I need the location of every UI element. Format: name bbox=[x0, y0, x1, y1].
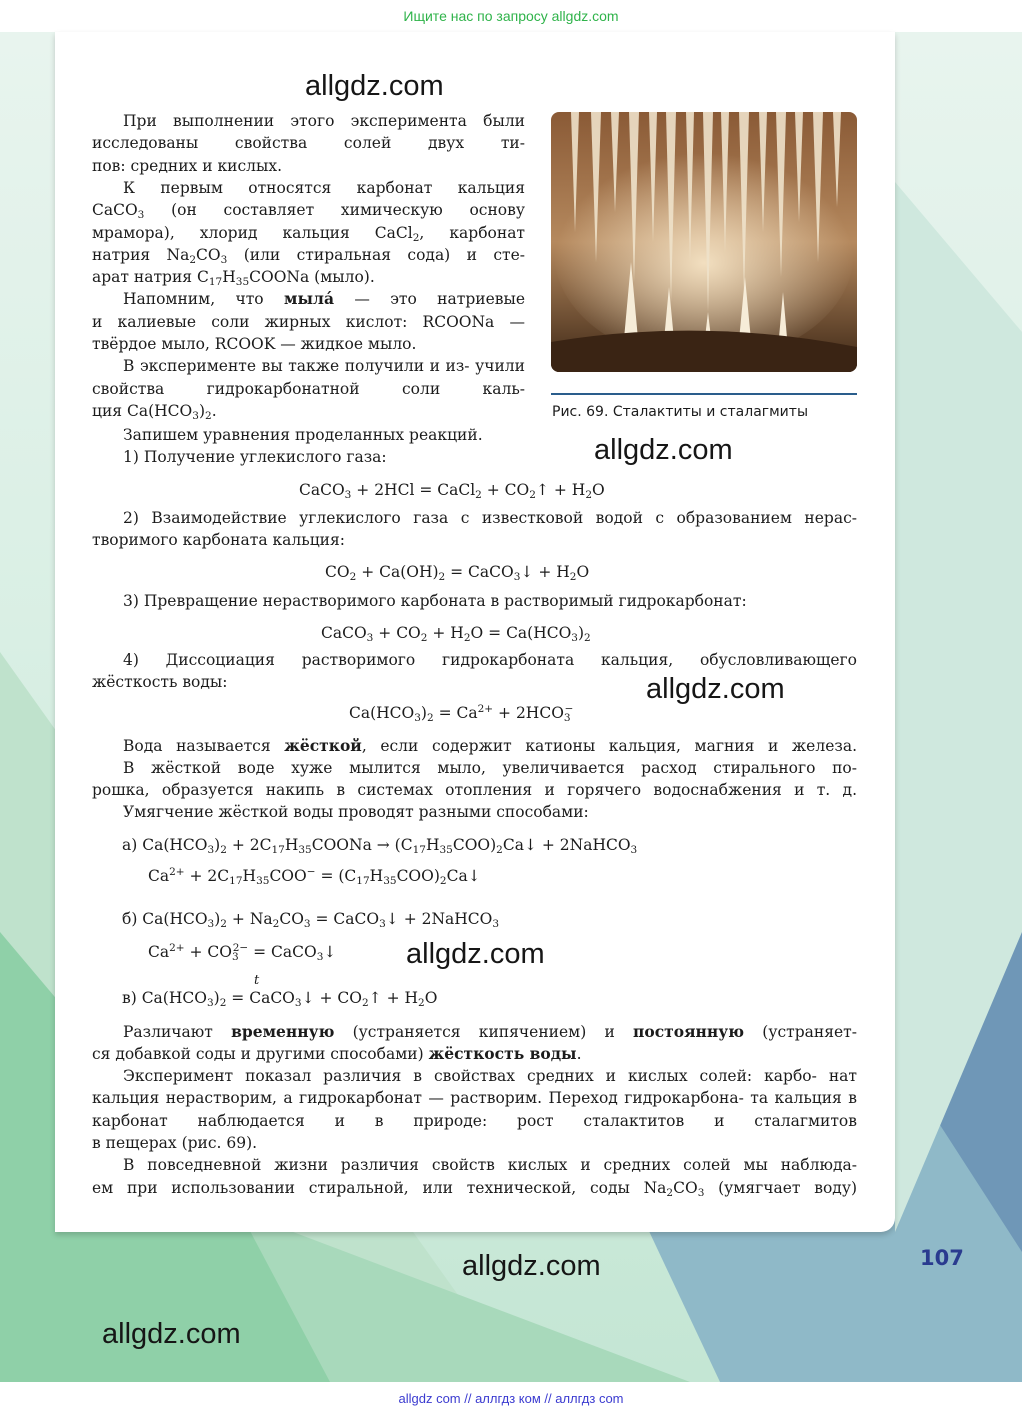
intro-paragraph-4-end: ция $Ca(HCO_3)_2$. bbox=[92, 401, 217, 422]
step-1-heading: 1) Получение углекислого газа: bbox=[123, 448, 387, 467]
method-b-ionic: $Ca^{2+} + CO_3^{2-}$ = CaCO$_3$↓ bbox=[148, 942, 337, 963]
step-2-heading-end: творимого карбоната кальция: bbox=[92, 530, 345, 549]
hardness-paragraph-3: Умягчение жёсткой воды проводят разными способами: bbox=[123, 803, 589, 822]
intro-paragraph-2-l3: мрамора), хлорид кальция CaCl$_2$, карбонат bbox=[92, 223, 526, 244]
bottom-banner[interactable]: allgdz com // аллгдз ком // аллгдз com bbox=[0, 1382, 1022, 1415]
closing-paragraph-1: Различают временную (устраняется кипячением) и постоянную (устраняет- bbox=[123, 1021, 857, 1041]
intro-paragraph-1-end bbox=[92, 155, 525, 177]
intro-paragraph-1 bbox=[92, 110, 525, 155]
hardness-paragraph-2-l2: рошка, образуется накипь в системах отопления и горячего водоснабжения и т. д. bbox=[92, 781, 857, 800]
text-line: пов: средних и кислых. bbox=[92, 156, 282, 175]
intro-paragraph-2-l1 bbox=[92, 177, 525, 199]
page-number: 107 bbox=[920, 1246, 964, 1270]
cave-illustration bbox=[551, 112, 857, 372]
heating-symbol: t bbox=[254, 973, 260, 988]
hardness-paragraph-1: Вода называется жёсткой, если содержит катионы кальция, магния и железа. bbox=[123, 735, 857, 755]
intro-paragraph-3-l1: Напомним, что мыла́ — это натриевые bbox=[123, 289, 525, 309]
intro-paragraph-3-l2: и калиевые соли жирных кислот: RCOONa — bbox=[92, 312, 525, 331]
method-v-equation: в) $Ca(HCO_3)_2$ = CaCO$_3$↓ + $CO_2↑ + H_2O$ bbox=[122, 989, 438, 1009]
method-b-equation: б) $Ca(HCO_3)_2 + Na_2CO_3$ = CaCO$_3$↓ + 2NaHCO$_3$ bbox=[122, 910, 500, 930]
top-banner[interactable]: Ищите нас по запросу allgdz.com bbox=[403, 8, 619, 24]
watermark: allgdz.com bbox=[646, 673, 785, 705]
intro-paragraph-5: Запишем уравнения проделанных реакций. bbox=[123, 426, 483, 444]
closing-paragraph-3-l2: ем при использовании стиральной, или технической, соды $Na_2CO_3$ (умягчает воду) bbox=[92, 1178, 857, 1199]
watermark: allgdz.com bbox=[305, 70, 444, 102]
figure-caption: Рис. 69. Сталактиты и сталагмиты bbox=[552, 404, 808, 420]
watermark: allgdz.com bbox=[406, 938, 545, 970]
intro-paragraph-2-l4: натрия $Na_2CO_3$ (или стиральная сода) и сте- bbox=[92, 245, 525, 266]
watermark: allgdz.com bbox=[594, 434, 733, 466]
cave-light bbox=[554, 142, 854, 362]
closing-paragraph-2: Эксперимент показал различия в свойствах средних и кислых солей: карбо- нат кальция нерастворим, а гидрокарбонат — растворим. Переход гидрокарбона- та кальция в карбонат наблюдается и в природе: рост сталактитов и сталагмитов bbox=[92, 1067, 857, 1130]
method-a-ionic: $Ca^{2+} + 2C_{17}H_{35}COO^-$ = $(C_{17}H_{35}COO)_2Ca↓$ bbox=[148, 866, 481, 887]
text-line: К первым относятся карбонат кальция bbox=[123, 178, 525, 197]
closing-paragraph-3: В повседневной жизни различия свойств кислых и средних солей мы наблюда- bbox=[123, 1156, 857, 1175]
step-4-heading-end: жёсткость воды: bbox=[92, 672, 228, 691]
step-2-heading: 2) Взаимодействие углекислого газа с известковой водой с образованием нерас- bbox=[123, 508, 857, 527]
reaction-4: $Ca(HCO_3)_2 = Ca^{2+} + 2HCO_3^-$ bbox=[349, 703, 574, 724]
reaction-1: CaCO$_3$ + 2HCl = CaCl$_2$ + $CO_2↑ + H_2O$ bbox=[299, 481, 605, 501]
method-a-equation: а) $Ca(HCO_3)_2$ + $2C_{17}H_{35}COONa$ → $(C_{17}H_{35}COO)_2Ca↓$ + 2NaHCO$_3$ bbox=[122, 836, 638, 856]
watermark: allgdz.com bbox=[102, 1318, 241, 1350]
intro-paragraph-2-l2: CaCO$_3$ (он составляет химическую основу bbox=[92, 201, 525, 222]
reaction-3: CaCO$_3$ + $CO_2 + H_2O = Ca(HCO_3)_2$ bbox=[321, 624, 591, 644]
intro-paragraph-3-l3: твёрдое мыло, RCOOK — жидкое мыло. bbox=[92, 335, 417, 353]
text-line: При выполнении этого эксперимента bbox=[123, 112, 467, 130]
text-line: были исследованы свойства солей двух ти- bbox=[92, 112, 526, 153]
step-3-heading: 3) Превращение нерастворимого карбоната в растворимый гидрокарбонат: bbox=[123, 591, 747, 610]
intro-paragraph-4: В эксперименте вы также получили и из- учили свойства гидрокарбонатной соли каль- bbox=[92, 357, 525, 398]
hardness-paragraph-2: В жёсткой воде хуже мылится мыло, увеличивается расход стирального по- bbox=[123, 758, 857, 777]
intro-paragraph-2-l5: арат натрия $C_{17}H_{35}COONa$ (мыло). bbox=[92, 268, 375, 289]
step-4-heading: 4) Диссоциация растворимого гидрокарбоната кальция, обусловливающего bbox=[123, 650, 857, 669]
cave-photo bbox=[551, 112, 857, 372]
closing-paragraph-2-end: в пещерах (рис. 69). bbox=[92, 1134, 258, 1152]
caption-divider bbox=[551, 393, 857, 395]
watermark: allgdz.com bbox=[462, 1250, 601, 1282]
closing-paragraph-1-l2: ся добавкой соды и другими способами) жёсткость воды. bbox=[92, 1043, 582, 1063]
reaction-2: $CO_2 + Ca(OH)_2$ = CaCO$_3$↓ + $H_2O$ bbox=[325, 563, 590, 583]
